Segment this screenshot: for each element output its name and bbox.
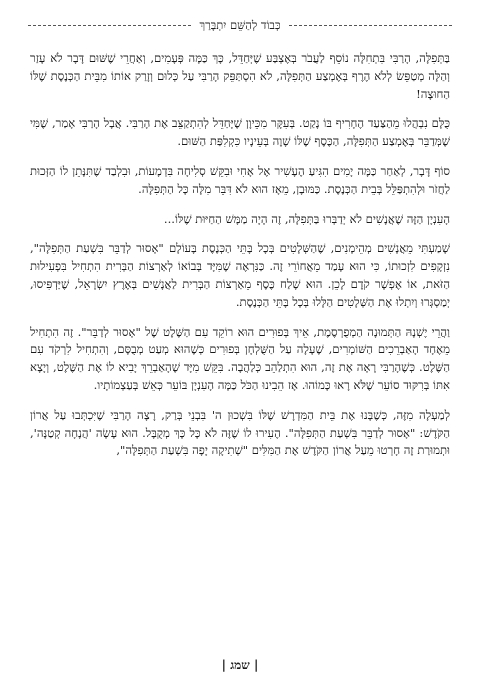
paragraph: שָׁמַעְתִּי מֵאֲנָשִׁים מְהֵימָנִים, שֶׁהַשְּׁלָטִים בְּכָל בָּתֵּי הַכְּנֶסֶת בָּעוֹלָם "אָסוּר לְדַבֵּר בִּשְׁעַת הַתְּפִלָּה", נִזְקָפִים לִזְכוּתוֹ, כִּי הוּא עָמַד מֵאֲחוֹרֵי זֶה. כַּנִּרְאֶה שֶׁמִּיָּד בְּבוֹאוֹ לְאַרְצוֹת הַבְּרִית הִתְחִיל בִּפְעִילוּת הַזֹּאת, אוֹ אֶפְשָׁר קֹדֶם לָכֵן. הוּא שָׁלַח כֶּסֶף מֵאַרְצוֹת הַבְּרִית לַאֲנָשִׁים בְּאֶרֶץ יִשְׂרָאֵל, שֶׁיַּדְפִּיסוּ, יְמַסְגְּרוּ וְיִתְלוּ אֶת הַשְּׁלָטִים הַלָּלוּ בְּכָל בָּתֵּי הַכְּנֶסֶת. [30,241,450,309]
page-number: | שמג | [221,658,259,672]
running-header-title: כְּבוֹד לְהַשֵּׁם יִתְבָּרַךְ [199,18,281,32]
paragraph: לְמַעְלָה מִזֶּה, כְּשֶׁבָּנוּ אֶת בֵּית הַמִּדְרָשׁ שֶׁלּוֹ בִּשְׁכוּן ה' בִּבְנֵי בְּרַק, רָצָה הָרַבִּי שֶׁיִּכְתְּבוּ עַל אֲרוֹן הַקֹּדֶשׁ: "אָסוּר לְדַבֵּר בִּשְׁעַת הַתְּפִלָּה". הֶעִירוּ לוֹ שֶׁזֶּה לֹא כָּל כָּךְ מְקֻבָּל. הוּא עָשָׂה 'הֲנָחָה קְטַנָּה', וּתְמוּרַת זֶה חָרְטוּ מֵעַל אֲרוֹן הַקֹּדֶשׁ אֶת הַמִּלִּים "שְׁתִיקָה יָפָה בִּשְׁעַת הַתְּפִלָּה", [30,407,450,458]
paragraph: סוֹף דָּבָר, לְאַחַר כַּמָּה יָמִים הִגִּיעַ הֶעָשִׁיר אֶל אָחִי וּבִקֵּשׁ סְלִיחָה בִּדְמָעוֹת, וּבִלְבַד שֶׁתִּנָּתֵן לוֹ הַזְּכוּת לַחֲזֹר וּלְהִתְפַּלֵּל בְּבֵית הַכְּנֶסֶת. כַּמּוּבָן, מֵאָז הוּא לֹא דִּבֵּר מִלָּה כָּל הַתְּפִלָּה. [30,163,450,196]
header-rule-right [289,25,452,26]
paragraph: הָעִנְיָן הַזֶּה שֶׁאֲנָשִׁים לֹא יְדַבְּרוּ בַּתְּפִלָּה, זֶה הָיָה מַמָּשׁ הַחַיּוּת שֶׁלּוֹ... [163,211,450,226]
running-header [28,16,452,34]
paragraph: כֻּלָּם נִבְהֲלוּ מֵהַצַּעַד הֶחָרִיף בּוֹ נָקַט. בְּעִקָּר מִכֵּיוָן שֶׁיָּחַדֵּל לְהִתְקַצֵּב אֶת הָרַבִּי. אֲבָל הָרַבִּי אָמַר, שֶׁמִּי שֶׁמְּדַבֵּר בְּאֶמְצַע הַתְּפִלָּה, הַכֶּסֶף שֶׁלּוֹ שָׁוֶה בְּעֵינָיו כִּקְלִפַּת הַשּׁוּם. [30,116,450,149]
paragraph: בַּתְּפִלָּה, הָרַבִּי בִּתְחִלָּה נוֹסֵף לַעֲבֹר בְּאֶצְבַּע שֶׁיְּחַדֵּל, כָּךְ כַּמָּה פְּעָמִים, וְאַחֲרֵי שֶׁשּׁוּם דָּבָר לֹא עָזַר וְהַלָּה מְטַפֵּשׂ לְלֹא הֶרֶף בְּאֶמְצַע הַתְּפִלָּה, לֹא הִסְתַּפֵּק הָרַבִּי עַל כְּלוּם וְזָרַק אוֹתוֹ מִבֵּית הַכְּנֶסֶת שֶׁלּוֹ הַחוּצָה! [30,51,450,101]
paragraph: וַהֲרֵי יֶשְׁנָהּ הַתְּמוּנָה הַמְפֻרְסֶמֶת, אֵיךְ בְּפוּרִים הוּא רוֹקֵד עִם הַשֶּׁלֶט שֶׁל "אָסוּר לְדַבֵּר". זֶה הִתְחִיל מֵאֶחָד הָאַבְרֵכִים הַשּׁוֹמְרִים, שֶׁעָלָה עַל הַשֻּׁלְחָן בְּפוּרִים כְּשֶׁהוּא מְעַט מְבֻסָּם, וְהִתְחִיל לִרְקֹד עִם הַשֶּׁלֶט. כְּשֶׁהָרַבִּי רָאָה אֶת זֶה, הוּא הִתְלַהֵב כְּלַהֲבָה. בִּקֵּשׁ מִיָּד שֶׁהָאַבְרֵךְ יָבִיא לוֹ אֶת הַשֶּׁלֶט, וְיָצָא אִתּוֹ בְּרִקּוּד סוֹעֵר שֶׁלֹּא רָאוּ כָּמוֹהוּ. אָז הֵבִינוּ הַכֹּל כַּמָּה הָעִנְיָן בּוֹעֵר כְּאֵשׁ בְּעַצְמוֹתָיו. [30,324,450,392]
header-rule-left [28,25,191,26]
body-text [30,50,450,634]
